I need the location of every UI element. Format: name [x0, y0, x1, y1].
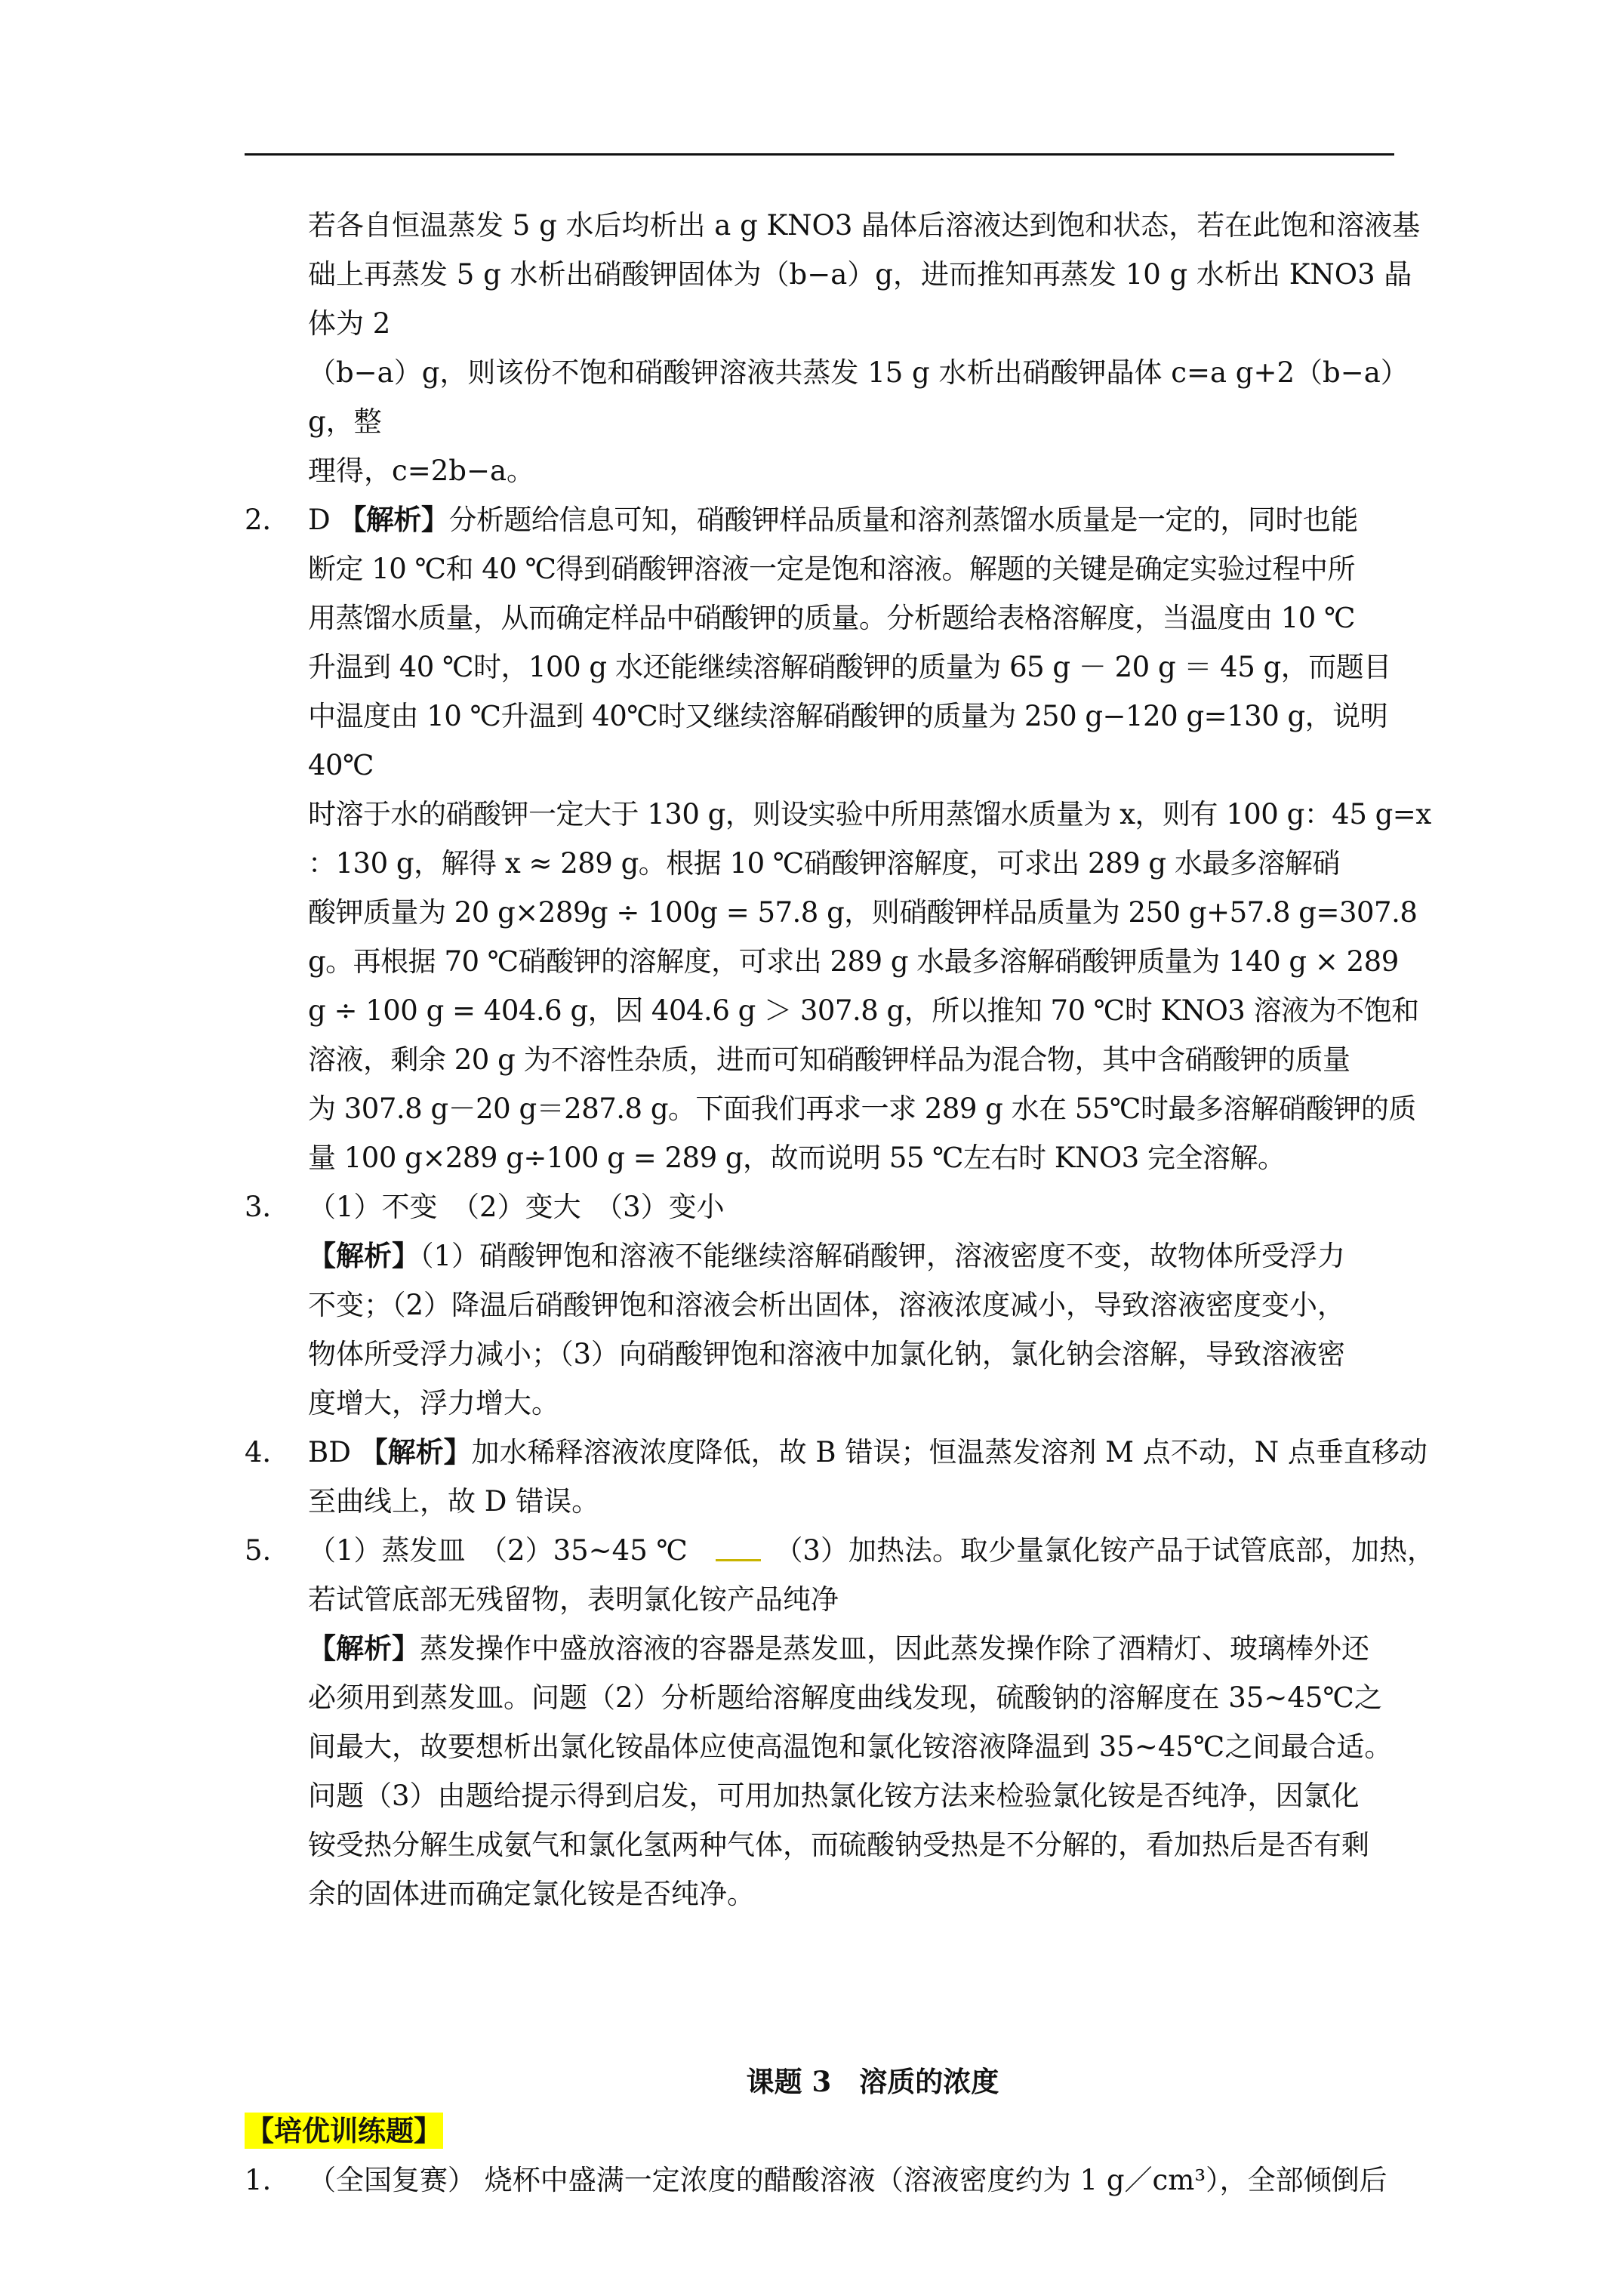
- text-line: 不变；（2）降温后硝酸钾饱和溶液会析出固体，溶液浓度减小，导致溶液密度变小，: [308, 1289, 1346, 1321]
- text-line: g ÷ 100 g = 404.6 g，因 404.6 g ＞ 307.8 g，所以推知 70 ℃时 KNO3 溶液为不饱和: [308, 994, 1419, 1027]
- highlight-heading: 【培优训练题】: [246, 2114, 442, 2147]
- text-line: 断定 10 ℃和 40 ℃得到硝酸钾溶液一定是饱和溶液。解题的关键是确定实验过程中所: [308, 553, 1355, 585]
- text-line: 余的固体进而确定氯化铵是否纯净。: [308, 1878, 755, 1910]
- text-line: 必须用到蒸发皿。问题（2）分析题给溶解度曲线发现，硫酸钠的溶解度在 35~45℃之: [308, 1681, 1382, 1714]
- answer-item-4: [245, 1428, 1437, 1526]
- answer-line: （1）不变 （2）变大 （3）变小: [308, 1191, 725, 1223]
- text-line: 若各自恒温蒸发 5 g 水后均析出 a g KNO3 晶体后溶液达到饱和状态，若在此饱和溶液基: [308, 209, 1421, 242]
- text-line: [308, 495, 1437, 544]
- text-segment: （1）蒸发皿 （2）35~45 ℃: [308, 1534, 688, 1567]
- text-line: ：130 g，解得 x ≈ 289 g。根据 10 ℃硝酸钾溶解度，可求出 289 g 水最多溶解硝: [308, 847, 1340, 880]
- continuation-paragraph: [245, 201, 1437, 495]
- text-segment: 分析题给信息可知，硝酸钾样品质量和溶剂蒸馏水质量是一定的，同时也能: [448, 504, 1358, 536]
- text-line: 度增大，浮力增大。: [308, 1387, 559, 1419]
- answer-item-2: [245, 495, 1437, 1182]
- analysis-tag: 【解析】: [308, 1239, 420, 1272]
- text-line: [308, 1624, 1437, 1673]
- item-number: 2．: [245, 504, 291, 536]
- text-line: 至曲线上，故 D 错误。: [308, 1485, 600, 1518]
- analysis-tag: 【解析】: [338, 503, 449, 536]
- text-line: （全国复赛） 烧杯中盛满一定浓度的醋酸溶液（溶液密度约为 1 g／cm³），全部倾倒后: [308, 2164, 1387, 2196]
- text-line: 时溶于水的硝酸钾一定大于 130 g，则设实验中所用蒸馏水质量为 x，则有 100 g：45 g=x: [308, 798, 1431, 831]
- section-title: 课题 3 溶质的浓度: [746, 2065, 999, 2098]
- text-line: [308, 1428, 1437, 1477]
- analysis-tag: 【解析】: [359, 1435, 472, 1469]
- text-line: 量 100 g×289 g÷100 g = 289 g，故而说明 55 ℃左右时 KNO3 完全溶解。: [308, 1142, 1286, 1174]
- item-number: 5.: [245, 1534, 272, 1567]
- text-line: 铵受热分解生成氨气和氯化氢两种气体，而硫酸钠受热是不分解的，看加热后是否有剩: [308, 1829, 1369, 1861]
- text-line: （b−a）g，则该份不饱和硝酸钾溶液共蒸发 15 g 水析出硝酸钾晶体 c=a g+2（b−a）g，整: [308, 356, 1409, 438]
- answer-line: [308, 1526, 1437, 1575]
- text-line: 中温度由 10 ℃升温到 40℃时又继续溶解硝酸钾的质量为 250 g−120 g=130 g，说明 40℃: [308, 700, 1388, 781]
- item-number: 3．: [245, 1191, 291, 1223]
- answer-choice: BD: [308, 1436, 351, 1469]
- text-line: 础上再蒸发 5 g 水析出硝酸钾固体为（b−a）g，进而推知再蒸发 10 g 水析出 KNO3 晶体为 2: [308, 258, 1412, 340]
- answer-item-3: [245, 1182, 1437, 1428]
- text-line: g。再根据 70 ℃硝酸钾的溶解度，可求出 289 g 水最多溶解硝酸钾质量为 140 g × 289: [308, 945, 1399, 978]
- text-line: 用蒸馏水质量，从而确定样品中硝酸钾的质量。分析题给表格溶解度，当温度由 10 ℃: [308, 602, 1355, 634]
- text-segment: （1）硝酸钾饱和溶液不能继续溶解硝酸钾，溶液密度不变，故物体所受浮力: [420, 1240, 1346, 1272]
- text-line: 物体所受浮力减小；（3）向硝酸钾饱和溶液中加氯化钠，氯化钠会溶解，导致溶液密: [308, 1338, 1346, 1370]
- analysis-tag: 【解析】: [308, 1632, 420, 1665]
- text-line: 为 307.8 g－20 g＝287.8 g。下面我们再求一求 289 g 水在 55℃时最多溶解硝酸钾的质: [308, 1093, 1416, 1125]
- item-number: 4．: [245, 1436, 291, 1469]
- text-line: 升温到 40 ℃时，100 g 水还能继续溶解硝酸钾的质量为 65 g － 20 g ＝ 45 g，而题目: [308, 651, 1391, 683]
- answer-choice: D: [308, 504, 331, 536]
- answer-item-5: [245, 1526, 1437, 1918]
- highlight-heading-line: [245, 2106, 1437, 2156]
- text-line: 溶液，剩余 20 g 为不溶性杂质，进而可知硝酸钾样品为混合物，其中含硝酸钾的质量: [308, 1043, 1350, 1076]
- text-line: [308, 1231, 1437, 1281]
- text-line: 酸钾质量为 20 g×289g ÷ 100g = 57.8 g，则硝酸钾样品质量为 250 g+57.8 g=307.8: [308, 896, 1418, 929]
- answer-line: 若试管底部无残留物，表明氯化铵产品纯净: [308, 1583, 839, 1616]
- header-rule: [245, 153, 1394, 156]
- text-line: 理得，c=2b−a。: [308, 455, 535, 487]
- item-number: 1.: [245, 2164, 272, 2196]
- document-body: [245, 201, 1437, 2205]
- text-segment: （3）加热法。取少量氯化铵产品于试管底部，加热，: [788, 1534, 1435, 1567]
- text-segment: 加水稀释溶液浓度降低，故 B 错误；恒温蒸发溶剂 M 点不动，N 点垂直移动: [471, 1436, 1427, 1469]
- text-segment: 蒸发操作中盛放溶液的容器是蒸发皿，因此蒸发操作除了酒精灯、玻璃棒外还: [420, 1632, 1369, 1665]
- text-line: 问题（3）由题给提示得到启发，可用加热氯化铵方法来检验氯化铵是否纯净，因氯化: [308, 1780, 1360, 1812]
- question-item-1: [245, 2156, 1437, 2205]
- text-line: 间最大，故要想析出氯化铵晶体应使高温饱和氯化铵溶液降温到 35~45℃之间最合适。: [308, 1730, 1393, 1763]
- answer-blank: [716, 1544, 761, 1561]
